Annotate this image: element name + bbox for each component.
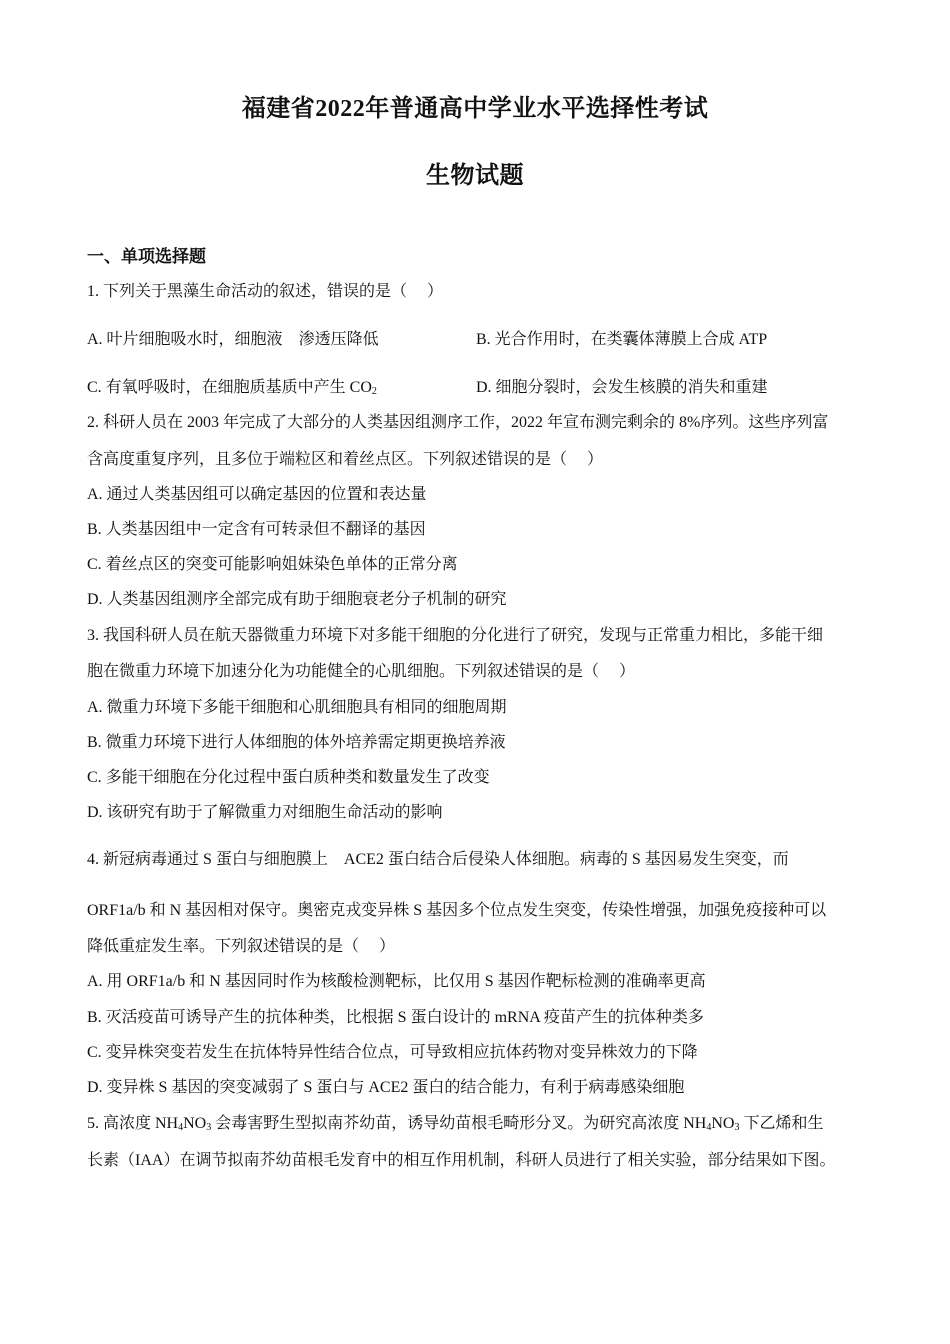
q4-stem-line1	[87, 850, 789, 870]
q4-stem-line2: ORF1a/b 和 N 基因相对保守。奥密克戎变异株 S 基因多个位点发生突变，传染性增强，加强免疫接种可以	[87, 902, 827, 919]
q5-text-1: 5. 高浓度 NH	[87, 1115, 179, 1132]
q5-stem-line2: 长素（IAA）在调节拟南芥幼苗根毛发育中的相互作用机制，科研人员进行了相关实验，部分结果如下图。	[87, 1152, 836, 1169]
q1-option-a-part2: 渗透压降低	[298, 331, 379, 348]
q4-option-b: B. 灭活疫苗可诱导产生的抗体种类，比根据 S 蛋白设计的 mRNA 疫苗产生的抗体种类多	[87, 1009, 704, 1026]
q3-option-c: C. 多能干细胞在分化过程中蛋白质种类和数量发生了改变	[87, 769, 490, 786]
q2-option-d: D. 人类基因组测序全部完成有助于细胞衰老分子机制的研究	[87, 591, 507, 608]
q2-option-c: C. 着丝点区的突变可能影响姐妹染色单体的正常分离	[87, 556, 458, 573]
q5-stem-line1	[87, 1114, 823, 1134]
q2-option-a: A. 通过人类基因组可以确定基因的位置和表达量	[87, 486, 427, 503]
q4-stem-line1-part2: ACE2 蛋白结合后侵染人体细胞。病毒的 S 基因易发生突变，而	[343, 851, 789, 868]
q1-option-c	[87, 378, 377, 398]
page-subtitle: 生物试题	[426, 163, 524, 189]
q5-text-5: 下乙烯和生	[739, 1115, 824, 1132]
q5-text-2: NO	[183, 1115, 207, 1132]
q5-sub-3: 4	[706, 1122, 712, 1133]
q2-stem-line2: 含高度重复序列，且多位于端粒区和着丝点区。下列叙述错误的是（ ）	[87, 451, 604, 468]
q1-option-c-text: C. 有氧呼吸时，在细胞质基质中产生 CO	[87, 379, 372, 396]
q4-stem-line1-part1: 4. 新冠病毒通过 S 蛋白与细胞膜上	[87, 851, 328, 868]
q1-option-c-subscript: 2	[371, 386, 377, 397]
q5-sub-1: 4	[178, 1122, 184, 1133]
q1-stem: 1. 下列关于黑藻生命活动的叙述，错误的是（ ）	[87, 283, 444, 300]
q1-option-d: D. 细胞分裂时，会发生核膜的消失和重建	[476, 379, 768, 396]
q2-option-b: B. 人类基因组中一定含有可转录但不翻译的基因	[87, 521, 426, 538]
q2-stem-line1: 2. 科研人员在 2003 年完成了大部分的人类基因组测序工作，2022 年宣布测完剩余的 8%序列。这些序列富	[87, 414, 829, 431]
q3-stem-line2: 胞在微重力环境下加速分化为功能健全的心肌细胞。下列叙述错误的是（ ）	[87, 663, 636, 680]
q3-option-a: A. 微重力环境下多能干细胞和心肌细胞具有相同的细胞周期	[87, 699, 507, 716]
q1-option-a	[87, 330, 379, 350]
q3-stem-line1: 3. 我国科研人员在航天器微重力环境下对多能干细胞的分化进行了研究，发现与正常重力相比，多能干细	[87, 627, 824, 644]
q3-option-b: B. 微重力环境下进行人体细胞的体外培养需定期更换培养液	[87, 734, 506, 751]
q1-option-a-part1: A. 叶片细胞吸水时，细胞液	[87, 331, 283, 348]
q4-stem-line3: 降低重症发生率。下列叙述错误的是（ ）	[87, 938, 396, 955]
q1-option-b: B. 光合作用时，在类囊体薄膜上合成 ATP	[476, 331, 768, 348]
q5-sub-2: 3	[206, 1122, 212, 1133]
q3-option-d: D. 该研究有助于了解微重力对细胞生命活动的影响	[87, 804, 443, 821]
page-title: 福建省2022年普通高中学业水平选择性考试	[241, 96, 709, 122]
q4-option-a: A. 用 ORF1a/b 和 N 基因同时作为核酸检测靶标，比仅用 S 基因作靶标检测的准确率更高	[87, 973, 706, 990]
q5-sub-4: 3	[734, 1122, 740, 1133]
section-heading: 一、单项选择题	[87, 247, 206, 266]
q5-text-4: NO	[711, 1115, 735, 1132]
q4-option-d: D. 变异株 S 基因的突变减弱了 S 蛋白与 ACE2 蛋白的结合能力，有利于病毒感染细胞	[87, 1079, 685, 1096]
q4-option-c: C. 变异株突变若发生在抗体特异性结合位点，可导致相应抗体药物对变异株效力的下降	[87, 1044, 698, 1061]
q5-text-3: 会毒害野生型拟南芥幼苗，诱导幼苗根毛畸形分叉。为研究高浓度 NH	[211, 1115, 707, 1132]
